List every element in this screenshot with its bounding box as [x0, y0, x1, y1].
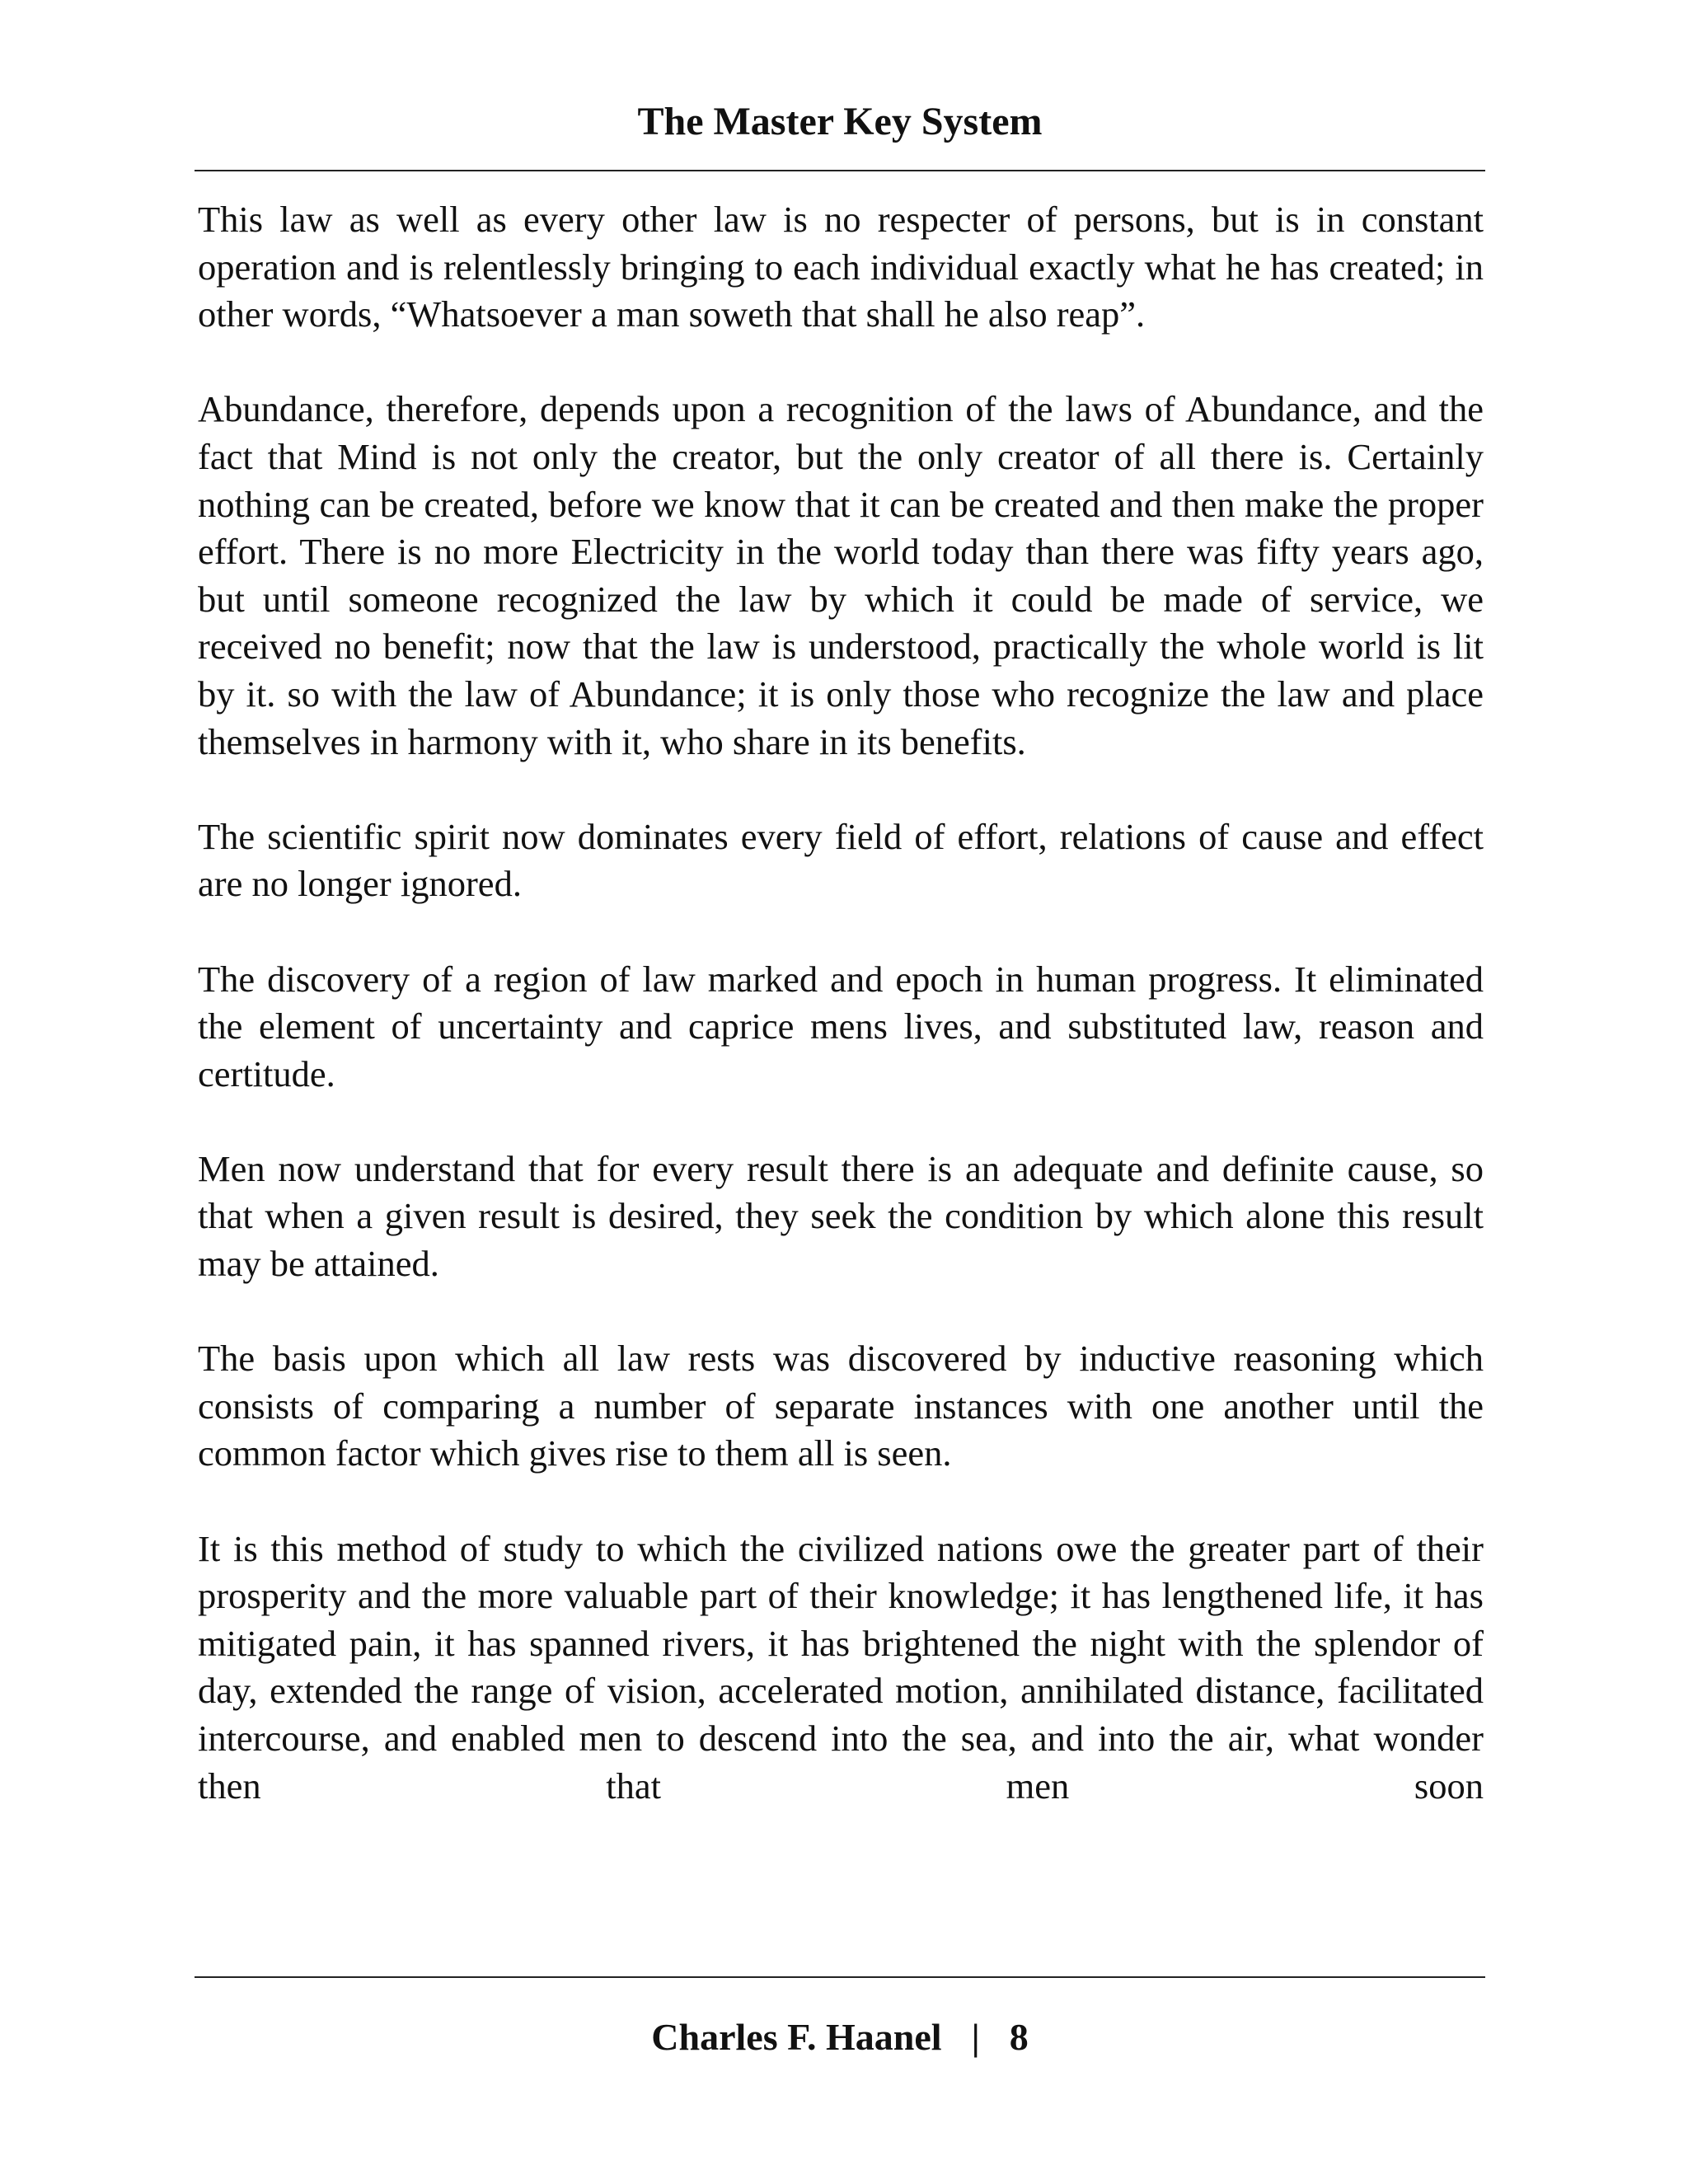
body-text — [198, 196, 1484, 1810]
page-number: 8 — [1009, 2016, 1029, 2058]
page-header-title: The Master Key System — [637, 100, 1043, 143]
paragraph: The discovery of a region of law marked and epoch in human progress. It eliminated the element of uncertainty and caprice mens lives, and substituted law, reason and certitude. — [198, 958, 1484, 1094]
paragraph: This law as well as every other law is no respecter of persons, but is in constant operation and is relentlessly bringing to each individual exactly what he has created; in other words, “Whatsoever a man soweth that shall he also reap”. — [198, 199, 1484, 335]
paragraph: Abundance, therefore, depends upon a recognition of the laws of Abundance, and the fact that Mind is not only the creator, but the only creator of all there is. Certainly nothing can be created, before we know that it can be created and then make the proper effort. There is no more Electricity in the world today than there was fifty years ago, but until someone recognized the law by which it could be made of service, we received no benefit; now that the law is understood, practically the whole world is lit by it. so with the law of Abundance; it is only those who recognize the law and place themselves in harmony with it, who share in its benefits. — [198, 388, 1484, 762]
paragraph: The basis upon which all law rests was discovered by inductive reasoning which consists of comparing a number of separate instances with one another until the common factor which gives rise to them all is seen. — [198, 1338, 1484, 1474]
paragraph: Men now understand that for every result there is an adequate and definite cause, so that when a given result is desired, they seek the condition by which alone this result may be attained. — [198, 1147, 1484, 1285]
page-footer — [195, 2013, 1485, 2062]
header-divider — [195, 170, 1485, 171]
footer-author: Charles F. Haanel — [651, 2016, 942, 2058]
footer-divider — [195, 1976, 1485, 1978]
paragraph: It is this method of study to which the civilized nations owe the greater part of their prosperity and the more valuable part of their knowledge; it has lengthened life, it has mitigated pain, it has spanned rivers, it has brightened the night with the splendor of day, extended the range of vision, accelerated motion, annihilated distance, facilitated intercourse, and enabled men to descend into the sea, and into the air, what wonder then that men soon — [198, 1527, 1484, 1807]
paragraph: The scientific spirit now dominates every field of effort, relations of cause and effect are no longer ignored. — [198, 815, 1484, 905]
footer-separator: | — [971, 2016, 980, 2058]
